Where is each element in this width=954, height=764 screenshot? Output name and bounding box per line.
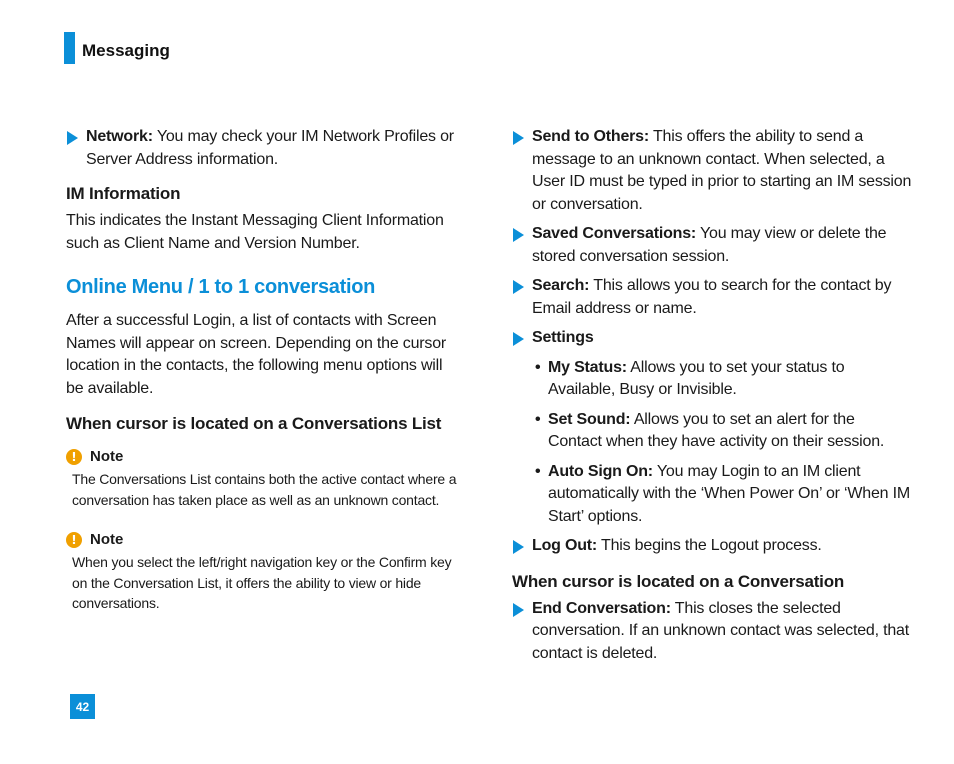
saved-conversations-item bbox=[512, 223, 912, 268]
exclamation-icon: ! bbox=[66, 532, 82, 548]
dot-bullet-icon: • bbox=[535, 358, 541, 376]
network-label: Network: bbox=[86, 128, 153, 145]
triangle-bullet-icon bbox=[513, 540, 524, 554]
end-conversation-label: End Conversation: bbox=[532, 599, 671, 617]
note-2 bbox=[66, 531, 462, 614]
auto-sign-on-item bbox=[512, 461, 912, 529]
auto-sign-on-label: Auto Sign On: bbox=[548, 462, 653, 480]
search-item bbox=[512, 275, 912, 320]
online-menu-text: After a successful Login, a list of contacts with Screen Names will appear on screen. Depending on the cursor location in the contacts, the following menu options will be available. bbox=[66, 312, 447, 397]
end-conversation-item bbox=[512, 598, 912, 666]
send-to-others-label: Send to Others: bbox=[532, 128, 650, 145]
note-1 bbox=[66, 448, 462, 510]
my-status-label: My Status: bbox=[548, 358, 627, 376]
log-out-item bbox=[512, 535, 912, 558]
my-status-item bbox=[512, 357, 912, 402]
dot-bullet-icon: • bbox=[535, 462, 541, 480]
settings-item bbox=[512, 327, 912, 350]
dot-bullet-icon: • bbox=[535, 410, 541, 428]
send-to-others-item bbox=[512, 126, 912, 216]
end-conversation-text: This closes the selected conversation. If an unknown contact was selected, that contact is deleted. bbox=[532, 599, 909, 662]
triangle-bullet-icon bbox=[67, 131, 78, 145]
triangle-bullet-icon bbox=[513, 603, 524, 617]
search-text: This allows you to search for the contact by Email address or name. bbox=[532, 277, 892, 317]
search-label: Search: bbox=[532, 277, 590, 294]
note-1-text: The Conversations List contains both the active contact where a conversation has taken place as well as an unknown contact. bbox=[72, 471, 457, 508]
triangle-bullet-icon bbox=[513, 332, 524, 346]
right-column bbox=[512, 126, 912, 665]
left-column bbox=[66, 126, 462, 614]
exclamation-icon: ! bbox=[66, 449, 82, 465]
triangle-bullet-icon bbox=[513, 131, 524, 145]
section-title: Messaging bbox=[82, 41, 170, 60]
set-sound-text: Allows you to set an alert for the Contact when they have activity on their session. bbox=[548, 410, 885, 450]
note-2-text: When you select the left/right navigation key or the Confirm key on the Conversation List, it offers the ability to view or hide conversations. bbox=[72, 554, 452, 611]
header-accent-bar bbox=[64, 32, 75, 64]
triangle-bullet-icon bbox=[513, 228, 524, 242]
conversation-heading: When cursor is located on a Conversation bbox=[512, 571, 845, 591]
online-menu-heading: Online Menu / 1 to 1 conversation bbox=[66, 276, 376, 298]
network-item bbox=[66, 126, 462, 171]
send-to-others-text: This offers the ability to send a message to an unknown contact. When selected, a User ID must be typed in prior to starting an IM session or conversation. bbox=[532, 128, 912, 213]
im-information-text: This indicates the Instant Messaging Client Information such as Client Name and Version Number. bbox=[66, 212, 444, 252]
saved-conversations-text: You may view or delete the stored conversation session. bbox=[532, 225, 887, 265]
auto-sign-on-text: You may Login to an IM client automatically with the ‘When Power On’ or ‘When IM Start’ options. bbox=[548, 462, 910, 525]
network-text: You may check your IM Network Profiles or Server Address information. bbox=[86, 128, 454, 168]
conversations-list-heading: When cursor is located on a Conversations List bbox=[66, 414, 442, 433]
set-sound-label: Set Sound: bbox=[548, 410, 631, 428]
settings-label: Settings bbox=[532, 329, 594, 346]
my-status-text: Allows you to set your status to Available, Busy or Invisible. bbox=[548, 358, 845, 398]
log-out-label: Log Out: bbox=[532, 537, 598, 554]
log-out-text: This begins the Logout process. bbox=[597, 537, 822, 554]
triangle-bullet-icon bbox=[513, 280, 524, 294]
set-sound-item bbox=[512, 409, 912, 454]
note-1-label: Note bbox=[90, 448, 124, 465]
page-number: 42 bbox=[70, 694, 95, 719]
note-2-label: Note bbox=[90, 531, 124, 548]
saved-conversations-label: Saved Conversations: bbox=[532, 225, 697, 242]
im-information-heading: IM Information bbox=[66, 184, 181, 203]
